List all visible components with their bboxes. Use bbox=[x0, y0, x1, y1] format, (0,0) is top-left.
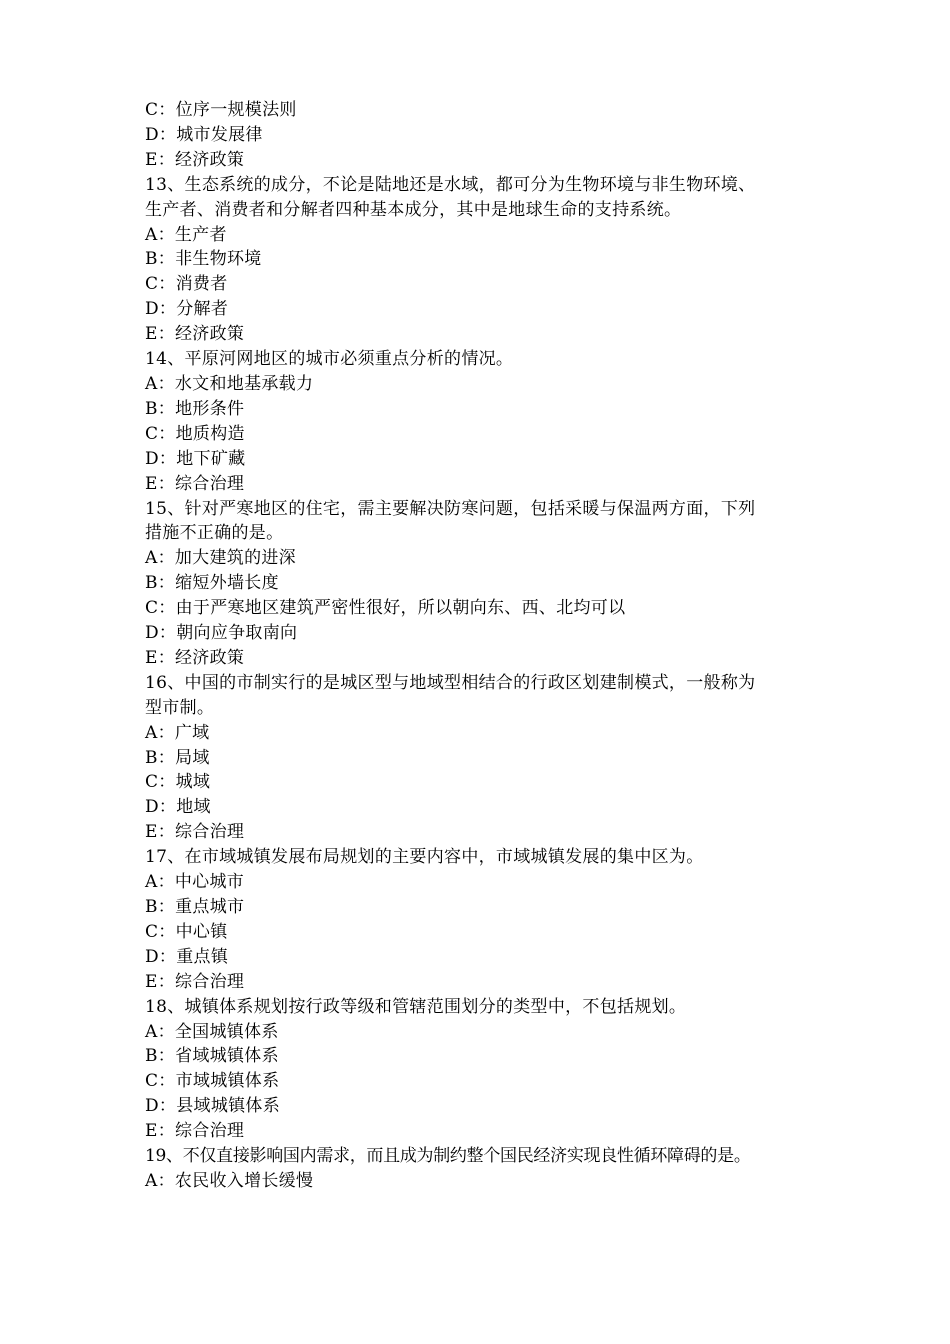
option-line: C：由于严寒地区建筑严密性很好，所以朝向东、西、北均可以 bbox=[145, 598, 626, 619]
option-line: D：分解者 bbox=[145, 299, 229, 320]
option-line: A：加大建筑的进深 bbox=[145, 548, 296, 569]
option-line: C：位序一规模法则 bbox=[145, 100, 297, 120]
option-line: A：水文和地基承载力 bbox=[145, 373, 314, 394]
option-line: E：综合治理 bbox=[145, 1121, 245, 1142]
option-line: E：综合治理 bbox=[145, 473, 245, 494]
question-15-line-1: 15、针对严寒地区的住宅，需主要解决防寒问题，包括采暖与保温两方面，下列 bbox=[145, 498, 756, 519]
option-line: E：综合治理 bbox=[145, 822, 245, 843]
option-line: E：经济政策 bbox=[145, 647, 245, 668]
question-17: 17、在市域城镇发展布局规划的主要内容中，市域城镇发展的集中区为。 bbox=[145, 847, 704, 868]
question-14: 14、平原河网地区的城市必须重点分析的情况。 bbox=[145, 349, 514, 370]
option-line: D：朝向应争取南向 bbox=[145, 623, 298, 644]
option-line: D：重点镇 bbox=[145, 946, 229, 967]
question-16-line-2: 型市制。 bbox=[145, 697, 215, 718]
option-line: D：地下矿藏 bbox=[145, 448, 246, 469]
option-line: C：中心镇 bbox=[145, 921, 228, 942]
option-line: D：城市发展律 bbox=[145, 124, 263, 145]
document-page bbox=[145, 98, 825, 1194]
question-18: 18、城镇体系规划按行政等级和管辖范围划分的类型中，不包括规划。 bbox=[145, 996, 687, 1017]
option-line: E：经济政策 bbox=[145, 149, 245, 170]
question-13-line-2: 生产者、消费者和分解者四种基本成分，其中是地球生命的支持系统。 bbox=[145, 199, 682, 220]
question-19: 19、不仅直接影响国内需求，而且成为制约整个国民经济实现良性循环障碍的是。 bbox=[145, 1146, 751, 1167]
question-13-line-1: 13、生态系统的成分，不论是陆地还是水域，都可分为生物环境与非生物环境、 bbox=[145, 174, 756, 195]
option-line: A：中心城市 bbox=[145, 872, 245, 893]
question-16-line-1: 16、中国的市制实行的是城区型与地域型相结合的行政区划建制模式，一般称为 bbox=[145, 672, 756, 693]
option-line: C：城域 bbox=[145, 772, 211, 793]
option-line: A：广域 bbox=[145, 722, 210, 743]
option-line: E：经济政策 bbox=[145, 324, 245, 345]
option-line: A：农民收入增长缓慢 bbox=[145, 1170, 314, 1191]
question-15-line-2: 措施不正确的是。 bbox=[145, 523, 284, 544]
option-line: C：市域城镇体系 bbox=[145, 1071, 280, 1092]
option-line: D：县域城镇体系 bbox=[145, 1096, 281, 1117]
option-line: A：生产者 bbox=[145, 224, 227, 245]
option-line: B：重点城市 bbox=[145, 897, 245, 917]
option-line: B：局域 bbox=[145, 747, 210, 768]
option-line: D：地域 bbox=[145, 797, 211, 818]
option-line: B：缩短外墙长度 bbox=[145, 573, 279, 594]
option-line: B：地形条件 bbox=[145, 398, 245, 419]
option-line: B：非生物环境 bbox=[145, 249, 262, 270]
option-line: C：消费者 bbox=[145, 274, 228, 295]
option-line: E：综合治理 bbox=[145, 971, 245, 992]
option-line: B：省域城镇体系 bbox=[145, 1046, 279, 1067]
option-line: C：地质构造 bbox=[145, 423, 245, 444]
option-line: A：全国城镇体系 bbox=[145, 1021, 279, 1042]
